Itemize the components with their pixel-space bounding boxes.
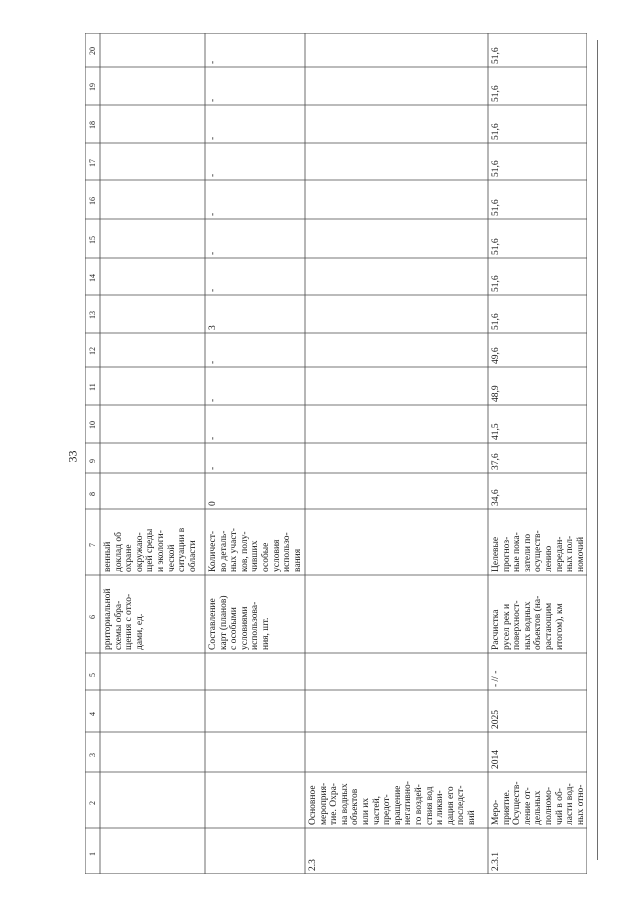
table-cell: 41,5 (491, 423, 501, 440)
table-cell: Целевые прогноз- ные пока- затели по осуществ- лению передан- ных пол- номочий (491, 530, 586, 572)
table-cell: венный доклад об охране окружаю- щей среды и экологи- ческой ситуации в области (103, 527, 198, 572)
column-number: 4 (88, 712, 97, 716)
table-cell: - (208, 60, 218, 64)
table-cell: 51,6 (491, 123, 501, 140)
table-cell: Расчистка русел рек и поверхност- ных водных объектов (на- растающим итогом), км (491, 595, 565, 650)
table-cell: 3 (208, 325, 218, 330)
column-number: 8 (88, 492, 97, 496)
table-cell: 34,6 (491, 489, 501, 506)
table-cell: - (208, 173, 218, 177)
table-cell: - (208, 288, 218, 292)
column-number: 6 (88, 615, 97, 619)
column-number: 5 (88, 673, 97, 677)
table-cell: 2014 (491, 750, 501, 769)
table-cell: Основное мероприя- тие. Охра- на водных объектов или их частей, предот- вращение негативно- го воздей- ствия вод и ликви- дация его последст- вий (308, 781, 477, 825)
column-number: 9 (88, 459, 97, 463)
table-cell: - (208, 212, 218, 216)
column-number: 7 (88, 543, 97, 547)
table-cell: 51,6 (491, 85, 501, 102)
table-cell: 2.3 (308, 859, 318, 871)
column-number: 14 (88, 274, 97, 282)
column-number: 2 (88, 801, 97, 805)
table-cell: 2025 (491, 710, 501, 729)
table-cell: 37,6 (491, 453, 501, 470)
table-cell: 51,6 (491, 47, 501, 64)
table-cell: Составление карт (планов) с особыми условиями использова- ния, шт. (208, 595, 271, 650)
table-cell: 0 (208, 501, 218, 506)
table-cell: - // - (491, 670, 501, 687)
column-number: 15 (88, 236, 97, 244)
table-cell: - (208, 136, 218, 140)
column-number: 19 (88, 83, 97, 91)
column-number: 13 (88, 311, 97, 319)
column-number: 10 (88, 421, 97, 429)
table-cell: - (208, 251, 218, 255)
table-cell: 51,6 (491, 160, 501, 177)
table-cell: 51,6 (491, 199, 501, 216)
column-number: 20 (88, 47, 97, 55)
column-number: 18 (88, 121, 97, 129)
table-cell: - (208, 436, 218, 440)
column-number: 3 (88, 753, 97, 757)
table-cell: 51,6 (491, 313, 501, 330)
column-number: 12 (88, 347, 97, 355)
table-cell: - (208, 398, 218, 402)
table-cell: - (208, 466, 218, 470)
table-cell: Меро- приятие. Осуществ- ление от- дельных полномо- чий в об- ласти вод- ных отно- (491, 781, 586, 825)
table-cell: 51,6 (491, 238, 501, 255)
table-cell: 48,9 (491, 385, 501, 402)
table-cell: 49,6 (491, 347, 501, 364)
column-number: 16 (88, 197, 97, 205)
column-number: 17 (88, 159, 97, 167)
table-cell: - (208, 360, 218, 364)
page-number: 33 (65, 450, 80, 463)
table-grid (85, 33, 587, 874)
column-number: 11 (88, 383, 97, 391)
table-cell: рриториальной схемы обра- щения с отхо- дами, ед. (103, 588, 145, 650)
table-cell: Количест- во деталь- ных участ- ков, полу- чивших особые условия использо- вания (208, 528, 303, 572)
table-cell: 2.3.1 (491, 852, 501, 871)
column-number: 1 (88, 852, 97, 856)
table-cell: 51,6 (491, 275, 501, 292)
scan-edge-line (597, 40, 598, 860)
rotated-data-table (85, 33, 587, 874)
table-cell: - (208, 98, 218, 102)
